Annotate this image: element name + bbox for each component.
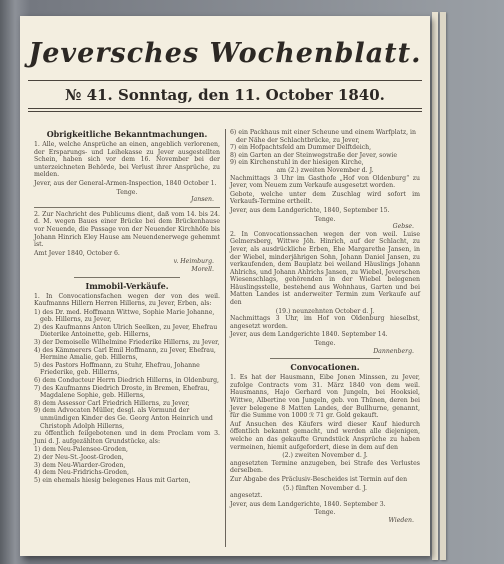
rule	[28, 111, 422, 112]
list-item: 5) des Pastors Hoffmann, zu Stuhr, Ehefrau, Johanne Friederike, geb. Hillerns,	[34, 361, 200, 377]
signer: Morell.	[191, 265, 214, 273]
signer: Tenge.	[314, 340, 336, 348]
list-item: 8) dem Assessor Carl Friedrich Hillerns, zu Jever,	[34, 399, 190, 407]
notice-text: Nachmittags 3 Uhr, im Hof von Oldenburg hieselbst, angesetzt worden.	[230, 315, 420, 330]
signer: Gebse.	[392, 223, 414, 231]
divider	[270, 358, 380, 359]
column-divider	[225, 129, 226, 547]
date-line: am (2.) zweiten November d. J.	[276, 166, 374, 174]
list-item: 6) dem Conducteur Herrn Diedrich Hillerns, in Oldenburg,	[34, 377, 219, 385]
notice-text: Auf Ansuchen des Käufers wird dieser Kauf hiedurch öffentlich bekannt gemacht, und werden alle diejenigen, welche an das gekaufte Grundstück Ansprüche zu haben vermeinen, hiemit aufgefordert, diese in dem auf den	[230, 420, 420, 451]
notice-text: 1. In Convocationsfachen wegen der von des weil. Kaufmanns Hillern Herren Hillerns, zu Jever, Erben, als:	[34, 292, 220, 308]
list-item: 4) dem Neu-Fridrichs-Groden,	[34, 469, 129, 477]
list-item: 9) ein Kirchenstuhl in der hiesigen Kirche,	[230, 159, 364, 167]
notice-text: Nachmittags 3 Uhr im Gasthofe „Hof von Oldenburg“ zu Jever, vom Neuem zum Verkaufe ausgesetzt worden.	[230, 174, 420, 190]
list-item: 1) dem Neu-Palensee-Groden,	[34, 446, 128, 454]
list-item: 9) dem Advocaten Müller, desgl. als Vormund der unmündigen Kinder des Ge. Georg Anton Heinrich und Christoph Adolph Hillerns,	[34, 407, 213, 430]
signer: Tenge.	[314, 215, 336, 223]
notice-text: angesetzten Termine anzugeben, bei Strafe des Verlustes derselben.	[230, 459, 420, 475]
page-edge	[440, 12, 446, 560]
list-item: 2) der Neu-St.-Joost-Groden,	[34, 453, 124, 461]
notice-text: zu öffentlich feilgebotenen und in dem Proclam vom 3. Juni d. J. aufgezählten Grundstücke, als:	[34, 430, 220, 445]
notice-text: Gebote, welche unter dem Zuschlag wird sofort im Verkaufs-Termine ertheilt.	[230, 190, 420, 206]
notice-text: 2. In Convocationssachen wegen der von weil. Luise Gelmersberg, Wittwe Jöh. Hinrich, auf der Schlacht, zu Jever, als ausdrückliche Erben, Ehe Margarethe Jansen, in der Wiebel, minderjährigen Sohn, Johann Daniel Jansen, zu verkaufenden, dem Bauplatz bei weiland Häuslings Johann Ahlrichs, und Johann Ahlrichs Jansen, zu Wiebel, Jeverschen Wiesenschlags, gehörenden in der Wiebel belegenen Häuslingsstelle, bestehend aus Wohnhaus, Garten und bei Matten Landes ist anderweiter Termin zum Verkaufe auf den	[230, 230, 420, 307]
list-item: 6) ein Packhaus mit einer Scheune und einem Warfplatz, in der Nähe der Schlachtbrücke, zu Jever,	[230, 129, 417, 144]
list-item: 3) dem Neu-Wiarder-Groden,	[34, 461, 126, 469]
list-item: 2) des Kaufmanns Anton Ulrich Seelken, zu Jever, Ehefrau Dieterike Antoinette, geb. Hillerns,	[34, 323, 218, 339]
list-item: 7) ein Hofpachtsfeld am Dummer Delftdeich,	[230, 144, 372, 152]
list-item: 4) des Kämmerers Carl Emil Hoffmann, zu Jever, Ehefrau, Hermine Amalie, geb. Hillerns,	[34, 346, 216, 362]
notice-text: Zur Abgabe des Präclusiv-Bescheides ist Termin auf den	[230, 475, 408, 483]
right-column	[230, 129, 420, 525]
list-item: 8) ein Garten an der Steinwegstraße der Jever, sowie	[230, 151, 398, 159]
section-heading: Convocationen.	[290, 362, 360, 373]
notice-signature: Jever, aus dem Landgerichte 1840. September 14.	[230, 331, 388, 339]
list-item: 7) des Kaufmanns Diedrich Droste, in Bremen, Ehefrau, Magdalene Sophie, geb. Hillerns,	[34, 384, 210, 400]
notice-signature: Jever, aus der General-Armen-Inspection, 1840 October 1.	[34, 179, 217, 187]
notice-signature: Amt Jever 1840, October 6.	[34, 249, 120, 257]
signer: v. Heimburg.	[173, 258, 214, 266]
notice-signature: Jever, aus dem Landgerichte, 1840. September 3.	[230, 500, 386, 508]
notice-text: 2. Zur Nachricht des Publicums dient, daß vom 14. bis 24. d. M. wegen Baues einer Brücke bei dem Brückenhause vor Neuende, die Passage von der Neuender Kirchhöfe bis Johann Hinrich Eley Hause am Neuendenerwege gehemmt ist.	[34, 210, 220, 249]
masthead: Jeversches Wochenblatt.	[28, 38, 422, 69]
section-heading: Obrigkeitliche Bekanntmachungen.	[46, 129, 208, 139]
list-item: 5) ein ehemals hiesig belegenes Haus mit Garten,	[34, 476, 191, 484]
notice-text: angesetzt.	[230, 492, 263, 500]
date-line: (5.) fünften November d. J.	[283, 484, 367, 492]
date-line: (19.) neunzehnten October d. J.	[275, 307, 375, 315]
notice-text: 1. Es hat der Hausmann, Eibe Jonen Minssen, zu Jever, zufolge Contracts vom 31. März 1840 von dem weil. Hausmanns, Hajo Gerhard von Jungeln, bei Hooksiel, Wittwe, Albertine von Jungeln, geb. von Thünen, deren bei Jever belegene 8 Matten Landes, der Bullhurne, genannt, für die Summe von 1000 ℛ 71 gr. Gold gekauft.	[230, 374, 420, 420]
notice-signature: Jever, aus dem Landgerichte, 1840, September 15.	[230, 206, 390, 214]
notice-text: 1. Alle, welche Ansprüche an einen, angeblich verlorenen, der Ersparungs- und Leihekasse zu Jever ausgestellten Schein, haben sich vor dem 16. November bei der unterzeichneten Behörde, bei Verlust ihrer Ansprüche, zu melden.	[34, 141, 220, 179]
section-heading: Immobil-Verkäufe.	[85, 280, 169, 291]
page-edge	[432, 12, 438, 560]
signer: Wieden.	[388, 516, 414, 524]
divider	[34, 207, 220, 208]
left-column	[34, 129, 220, 484]
signer: Jansen.	[191, 196, 214, 204]
divider	[74, 277, 180, 278]
signer: Tenge.	[314, 509, 336, 517]
signer: Dannenberg.	[373, 347, 414, 355]
list-item: 3) der Demoiselle Wilhelmine Friederike Hillerns, zu Jever,	[34, 339, 220, 347]
list-item: 1) des Dr. med. Hoffmann Wittwe, Sophie Marie Johanne, geb. Hillerns, zu Jever,	[34, 308, 215, 324]
rule	[28, 108, 422, 109]
signer: Tenge.	[116, 188, 138, 196]
date-line: (2.) zweiten November d. J.	[282, 452, 368, 460]
rule	[28, 80, 422, 81]
newspaper-page	[20, 16, 430, 556]
dateline: № 41. Sonntag, den 11. October 1840.	[65, 86, 385, 104]
